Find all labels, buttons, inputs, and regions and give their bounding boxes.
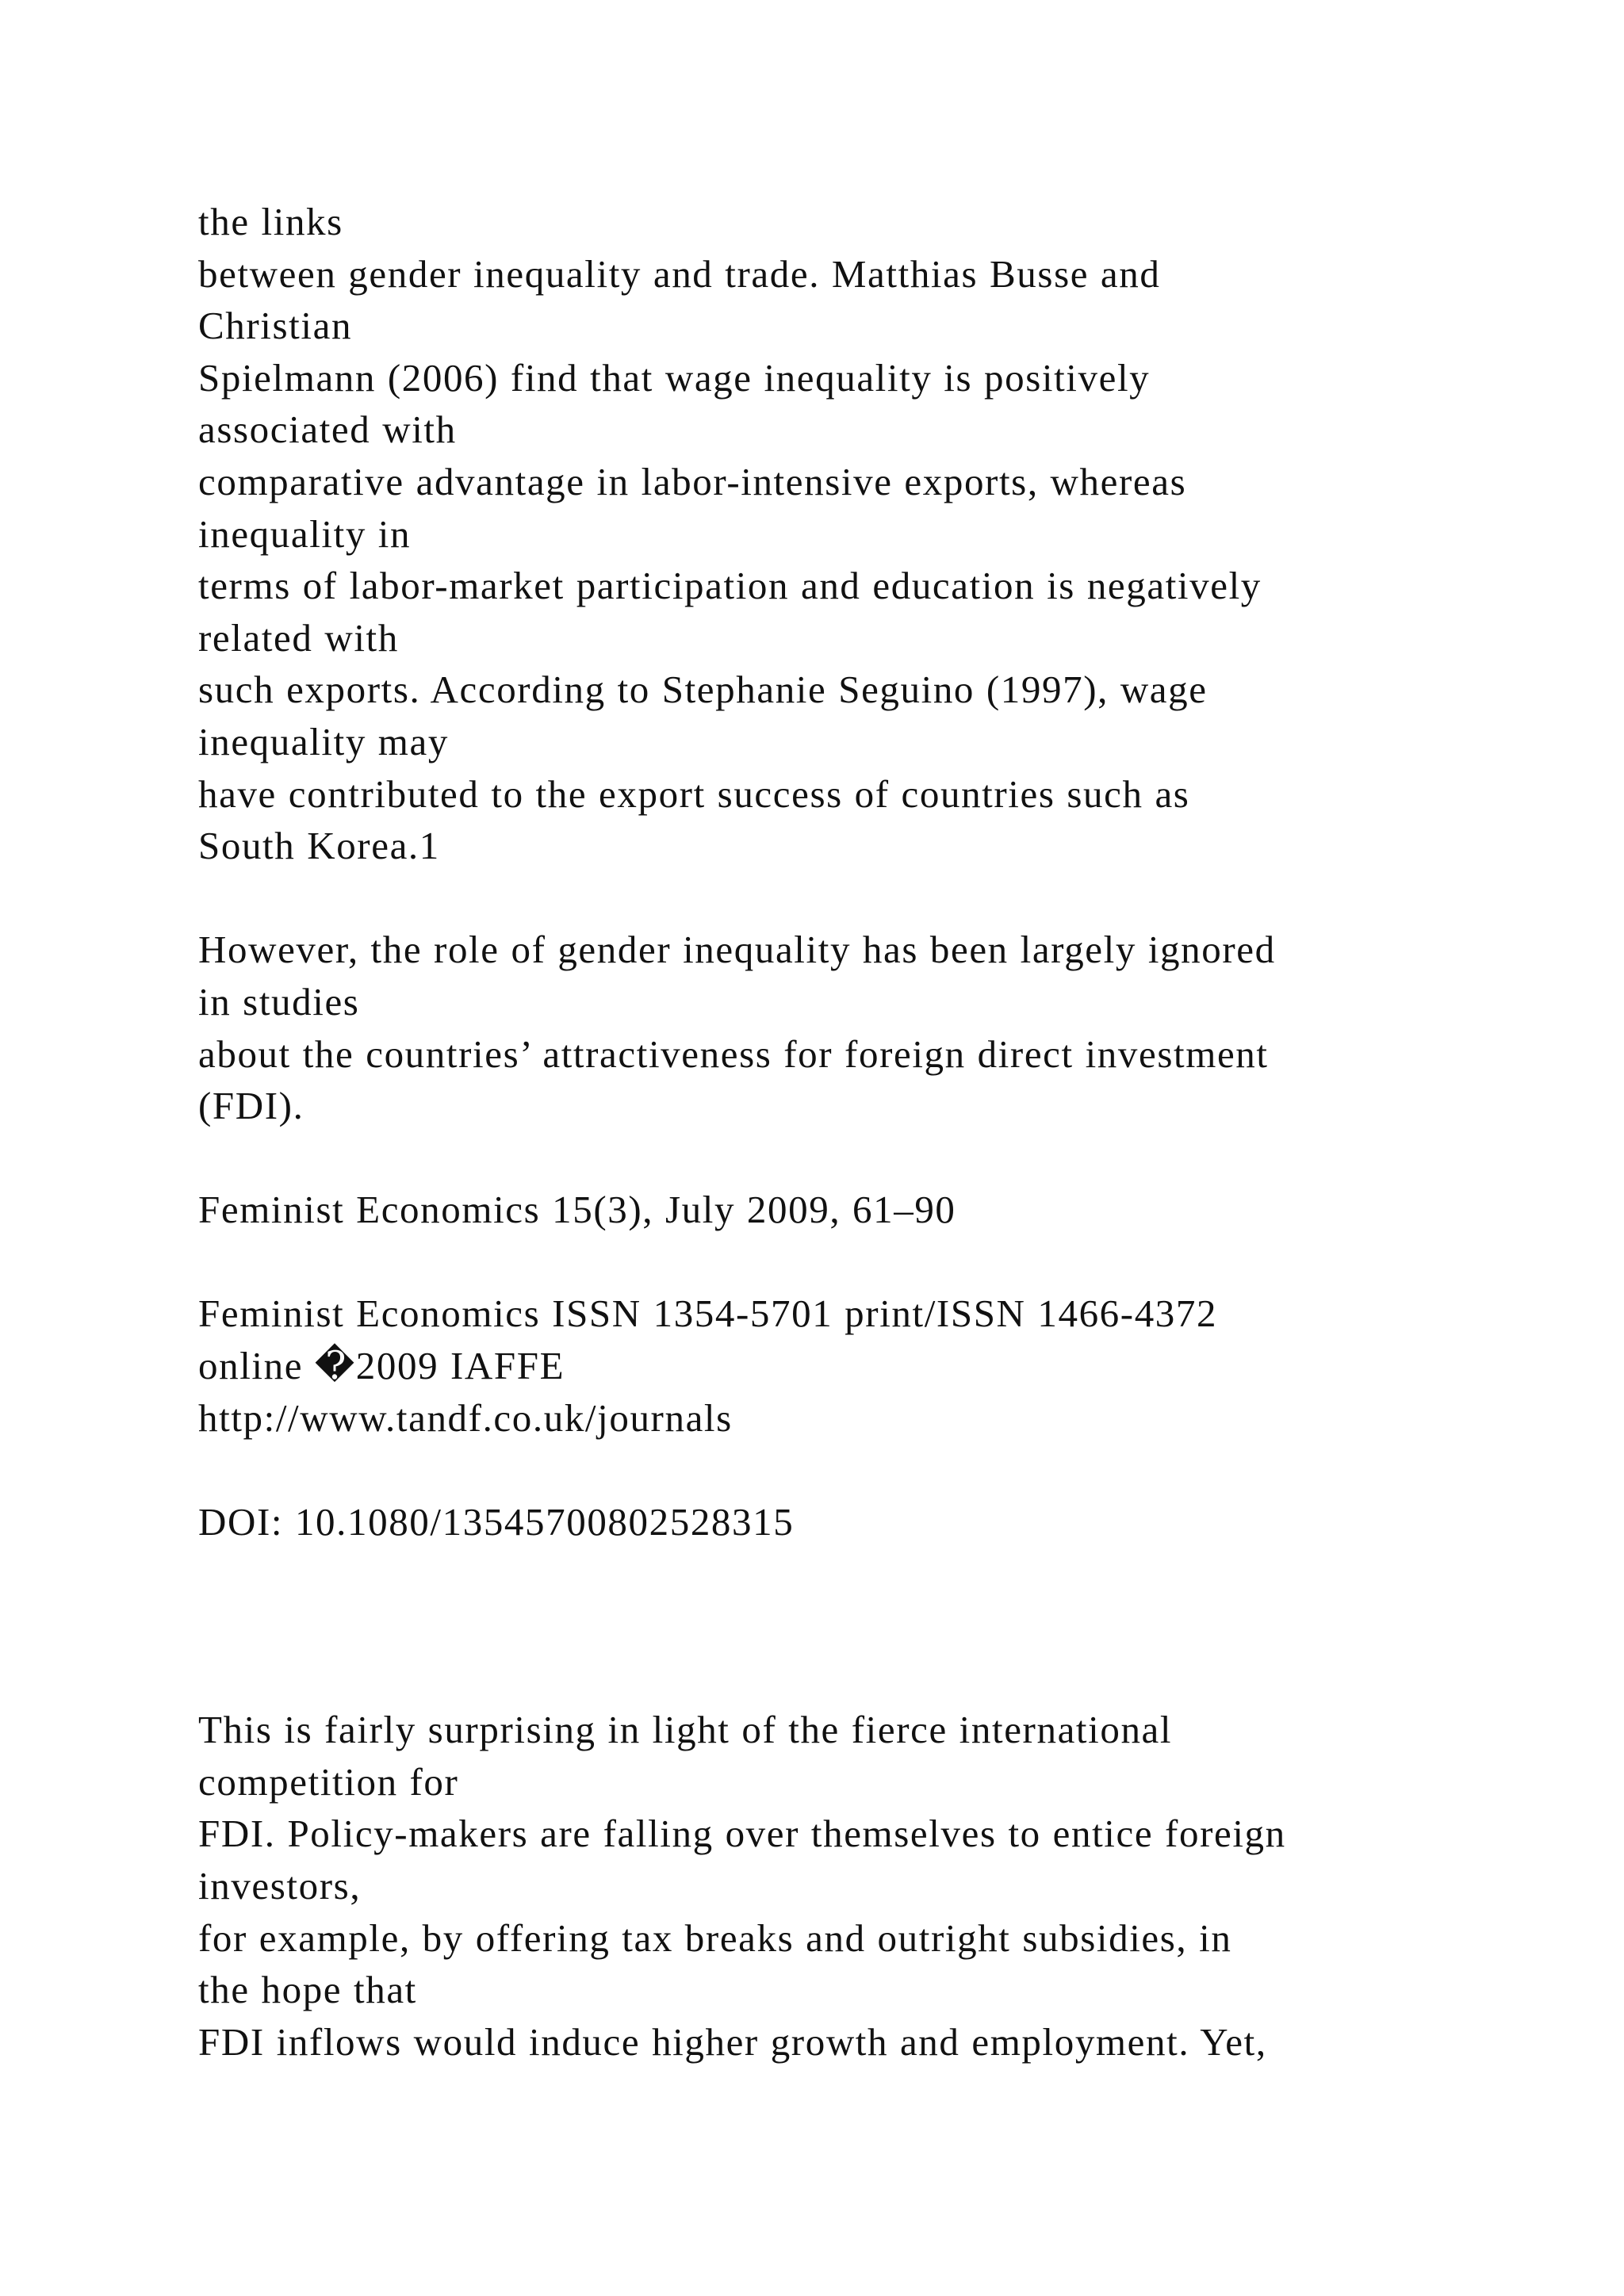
text-line: for example, by offering tax breaks and outright subsidies, in	[198, 1915, 1232, 1960]
text-line: South Korea.1	[198, 824, 440, 868]
text-line: However, the role of gender inequality has been largely ignored	[198, 928, 1276, 972]
text-line: such exports. According to Stephanie Seguino (1997), wage	[198, 668, 1208, 712]
journal-citation: Feminist Economics 15(3), July 2009, 61–90	[198, 1188, 956, 1232]
blank-line	[198, 1132, 1546, 1184]
copyright-line: online �2009 IAFFE	[198, 1344, 565, 1388]
blank-line	[198, 1236, 1546, 1288]
text-line: between gender inequality and trade. Matthias Busse and	[198, 251, 1161, 296]
text-line: This is fairly surprising in light of the fierce international	[198, 1708, 1173, 1752]
issn-line: Feminist Economics ISSN 1354-5701 print/ISSN 1466-4372	[198, 1292, 1218, 1336]
blank-line	[198, 1548, 1546, 1600]
text-line: terms of labor-market participation and education is negatively	[198, 564, 1262, 608]
text-line: have contributed to the export success of countries such as	[198, 771, 1190, 816]
text-line: FDI. Policy-makers are falling over themselves to entice foreign	[198, 1812, 1286, 1856]
text-line: (FDI).	[198, 1084, 304, 1128]
text-line: inequality may	[198, 719, 449, 763]
text-line: the hope that	[198, 1968, 417, 2012]
text-line: Christian	[198, 304, 353, 348]
text-line: in studies	[198, 979, 360, 1024]
text-line: related with	[198, 615, 399, 660]
blank-line	[198, 1444, 1546, 1496]
text-line: inequality in	[198, 511, 412, 556]
text-line: investors,	[198, 1864, 362, 1908]
journal-url: http://www.tandf.co.uk/journals	[198, 1395, 733, 1440]
text-line: the links	[198, 200, 343, 243]
text-line: competition for	[198, 1759, 459, 1804]
document-body-text	[198, 196, 1546, 2068]
text-line: FDI inflows would induce higher growth and employment. Yet,	[198, 2019, 1267, 2064]
text-line: associated with	[198, 408, 457, 452]
text-line: about the countries’ attractiveness for foreign direct investment	[198, 1031, 1269, 1076]
blank-line	[198, 1600, 1546, 1652]
blank-line	[198, 1652, 1546, 1705]
blank-line	[198, 872, 1546, 924]
text-line: comparative advantage in labor-intensive exports, whereas	[198, 459, 1187, 503]
doi-line: DOI: 10.1080/13545700802528315	[198, 1499, 795, 1544]
text-line: Spielmann (2006) find that wage inequality is positively	[198, 355, 1151, 400]
